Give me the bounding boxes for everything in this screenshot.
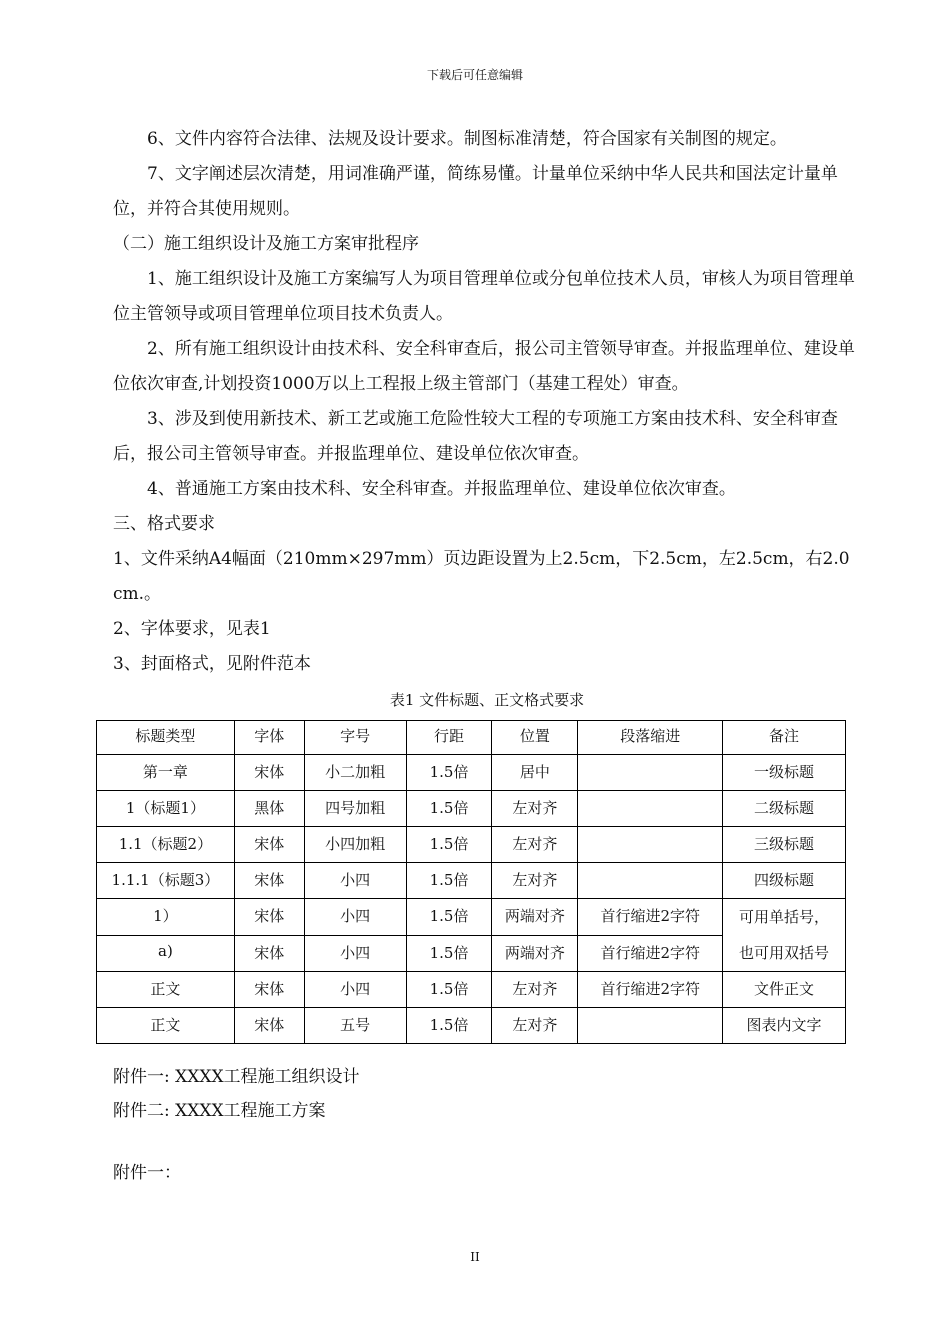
table-cell: 1.5倍 (406, 755, 492, 791)
annex-item-2: 附件二: XXXX工程施工方案 (113, 1101, 326, 1121)
table-cell: 正文 (97, 972, 235, 1008)
table-header-cell: 行距 (406, 721, 492, 755)
paragraph-item-7: 7、文字阐述层次清楚，用词准确严谨，简练易懂。计量单位采纳中华人民共和国法定计量单位，并符合其使用规则。 (113, 164, 838, 219)
section-heading-format: 三、格式要求 (113, 514, 215, 534)
table-cell: 宋体 (234, 899, 304, 936)
table-cell: 左对齐 (492, 827, 578, 863)
table-cell (578, 827, 723, 863)
table-cell: 文件正文 (723, 972, 846, 1008)
table-cell: 1.5倍 (406, 899, 492, 936)
table-row (97, 972, 846, 1008)
table-cell: 三级标题 (723, 827, 846, 863)
table-cell: 一级标题 (723, 755, 846, 791)
table-header-cell: 标题类型 (97, 721, 235, 755)
table-cell: 小四 (304, 972, 406, 1008)
approval-item-2: 2、所有施工组织设计由技术科、安全科审查后，报公司主管领导审查。并报监理单位、建设单位依次审查,计划投资1000万以上工程报上级主管部门（基建工程处）审查。 (113, 339, 855, 394)
table-row (97, 1008, 846, 1044)
table-header-cell: 字体 (234, 721, 304, 755)
table-cell: 左对齐 (492, 972, 578, 1008)
table-cell: 小四 (304, 935, 406, 972)
table-cell: 1.1（标题2） (97, 827, 235, 863)
table-row (97, 791, 846, 827)
table-cell (578, 863, 723, 899)
annex-list (113, 1060, 861, 1190)
table-cell: 首行缩进2字符 (578, 935, 723, 972)
format-item-3: 3、封面格式，见附件范本 (113, 654, 311, 674)
table-row (97, 827, 846, 863)
table-cell: 1.5倍 (406, 791, 492, 827)
table-header-row (97, 721, 846, 755)
table-cell: 小二加粗 (304, 755, 406, 791)
table-cell: 左对齐 (492, 791, 578, 827)
table-caption: 表1 文件标题、正文格式要求 (389, 691, 585, 709)
table-cell: 居中 (492, 755, 578, 791)
table-row (97, 899, 846, 936)
table-cell: 1.5倍 (406, 827, 492, 863)
table-cell (578, 791, 723, 827)
table-cell: 1.1.1（标题3） (97, 863, 235, 899)
table-cell: 黑体 (234, 791, 304, 827)
page-header: 下载后可任意编辑 (426, 68, 523, 82)
bracket-note-line-1: 可用单括号， (739, 908, 830, 926)
approval-item-4: 4、普通施工方案由技术科、安全科审查。并报监理单位、建设单位依次审查。 (147, 479, 736, 499)
table-cell: 1.5倍 (406, 935, 492, 972)
table-cell: 图表内文字 (723, 1008, 846, 1044)
table-cell: 宋体 (234, 827, 304, 863)
paragraph-item-6: 6、文件内容符合法律、法规及设计要求。制图标准清楚，符合国家有关制图的规定。 (147, 129, 787, 149)
format-item-1: 1、文件采纳A4幅面（210mm×297mm）页边距设置为上2.5cm，下2.5cm，左2.5cm，右2.0 cm.。 (113, 549, 850, 604)
table-cell: 小四加粗 (304, 827, 406, 863)
table-cell: 两端对齐 (492, 935, 578, 972)
annex-item-1: 附件一: XXXX工程施工组织设计 (113, 1067, 360, 1087)
page-number: II (470, 1250, 480, 1264)
table-cell: 左对齐 (492, 1008, 578, 1044)
table-header-cell: 段落缩进 (578, 721, 723, 755)
table-cell: 宋体 (234, 755, 304, 791)
table-cell: 五号 (304, 1008, 406, 1044)
format-spec-table (96, 720, 846, 1044)
table-cell (578, 1008, 723, 1044)
table-row (97, 755, 846, 791)
table-cell: 首行缩进2字符 (578, 899, 723, 936)
format-item-2: 2、字体要求，见表1 (113, 619, 271, 639)
table-header-cell: 备注 (723, 721, 846, 755)
table-cell: 宋体 (234, 863, 304, 899)
table-cell: 左对齐 (492, 863, 578, 899)
table-cell: 1（标题1） (97, 791, 235, 827)
table-cell: 正文 (97, 1008, 235, 1044)
table-header-cell: 位置 (492, 721, 578, 755)
table-cell: 1.5倍 (406, 863, 492, 899)
approval-item-3: 3、涉及到使用新技术、新工艺或施工危险性较大工程的专项施工方案由技术科、安全科审查后，报公司主管领导审查。并报监理单位、建设单位依次审查。 (113, 409, 838, 464)
table-header-cell: 字号 (304, 721, 406, 755)
table-cell: 第一章 (97, 755, 235, 791)
table-cell: a) (97, 935, 235, 972)
table-cell: 宋体 (234, 1008, 304, 1044)
table-cell (578, 755, 723, 791)
table-cell: 首行缩进2字符 (578, 972, 723, 1008)
table-cell: 二级标题 (723, 791, 846, 827)
table-cell: 小四 (304, 899, 406, 936)
table-cell: 1） (97, 899, 235, 936)
section-heading-approval: （二）施工组织设计及施工方案审批程序 (113, 234, 419, 254)
document-body (113, 122, 861, 1190)
table-cell: 1.5倍 (406, 1008, 492, 1044)
table-cell: 宋体 (234, 935, 304, 972)
table-cell: 宋体 (234, 972, 304, 1008)
table-cell: 1.5倍 (406, 972, 492, 1008)
table-cell: 四级标题 (723, 863, 846, 899)
table-cell: 小四 (304, 863, 406, 899)
bracket-note-cell (723, 899, 846, 972)
table-row (97, 863, 846, 899)
table-cell: 四号加粗 (304, 791, 406, 827)
annex-heading: 附件一： (113, 1163, 181, 1183)
bracket-note-line-2: 也可用双括号 (739, 944, 830, 962)
table-cell: 两端对齐 (492, 899, 578, 936)
approval-item-1: 1、施工组织设计及施工方案编写人为项目管理单位或分包单位技术人员，审核人为项目管理单位主管领导或项目管理单位项目技术负责人。 (113, 269, 855, 324)
